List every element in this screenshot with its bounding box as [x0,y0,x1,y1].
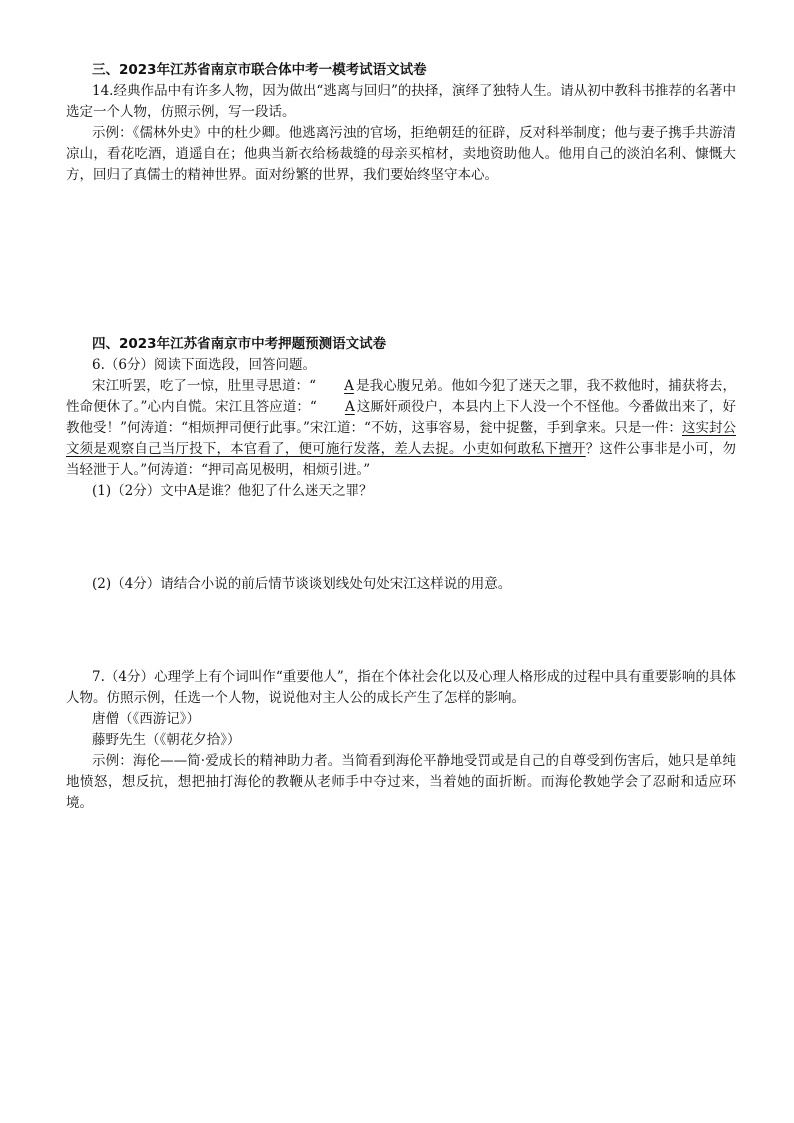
passage-text: 宋江听罢，吃了一惊，肚里寻思道：“ [92,378,317,394]
question-7-prompt: 7.（4分）心理学上有个词叫作“重要他人”，指在个体社会化以及心理人格形成的过程中具有重要影响的具体人物。仿照示例，任选一个人物，说说他对主人公的成长产生了怎样的影响。 [66,669,736,706]
passage-text: ？这件公事非是小可，勿当轻泄于人。”何涛道：“押司高见极明，相烦引进。” [66,441,737,478]
blank-a: A [344,378,354,394]
answer-space [66,595,736,667]
question-6-1: (1)（2分）文中A是谁？他犯了什么迷天之罪？ [92,483,373,499]
passage-text: 是我心腹兄弟。他如今犯了迷天之罪，我不救他时，捕获将去，性命便休了。”心内自慌。宋江且答应道：“ [66,378,736,415]
question-7-example: 示例：海伦——简·爱成长的精神助力者。当简看到海伦平静地受罚或是自己的自尊受到伤害后，她只是单纯地愤怒，想反抗，想把抽打海伦的教鞭从老师手中夺过来，当着她的面折断。而海伦教她学会了忍耐和适应环境。 [66,753,736,811]
section-4-title: 四、2023年江苏省南京市中考押题预测语文试卷 [92,336,387,352]
blank-a: A [344,399,355,415]
answer-space [66,502,736,574]
question-6-passage [66,376,736,481]
question-7-option-1: 唐僧（《西游记》） [92,711,200,727]
question-6-2: (2)（4分）请结合小说的前后情节谈谈划线处句处宋江这样说的用意。 [92,576,512,592]
question-14-example: 示例：《儒林外史》中的杜少卿。他逃离污浊的官场，拒绝朝廷的征辟，反对科举制度；他与妻子携手共游清凉山，看花吃酒，逍遥自在；他典当新衣给杨裁缝的母亲买棺材，卖地资助他人。他用自己的淡泊名利、慷慨大方，回归了真儒士的精神世界。面对纷繁的世界，我们要始终坚守本心。 [66,125,736,183]
section-3-title: 三、2023年江苏省南京市联合体中考一模考试语文试卷 [92,62,427,78]
question-14-prompt: 14.经典作品中有许多人物，因为做出“逃离与回归”的抉择，演绎了独特人生。请从初中教科书推荐的名著中选定一个人物，仿照示例，写一段话。 [66,83,736,120]
question-6-header: 6.（6分）阅读下面选段，回答问题。 [92,357,316,373]
answer-space [66,186,736,334]
document-page [66,60,736,814]
passage-text: 这厮奸顽役户，本县内上下人没一个不怪他。今番做出来了，好教他受！”何涛道：“相烦押司便行此事。”宋江道：“不妨，这事容易，瓮中捉鳖，手到拿来。只是一件： [66,399,736,436]
question-7-option-2: 藤野先生（《朝花夕拾》） [92,732,241,748]
underlined-sentence: 这实封公文须是观察自己当厅投下，本官看了，便可施行发落，差人去捉。小吏如何敢私下擅开 [66,420,737,457]
